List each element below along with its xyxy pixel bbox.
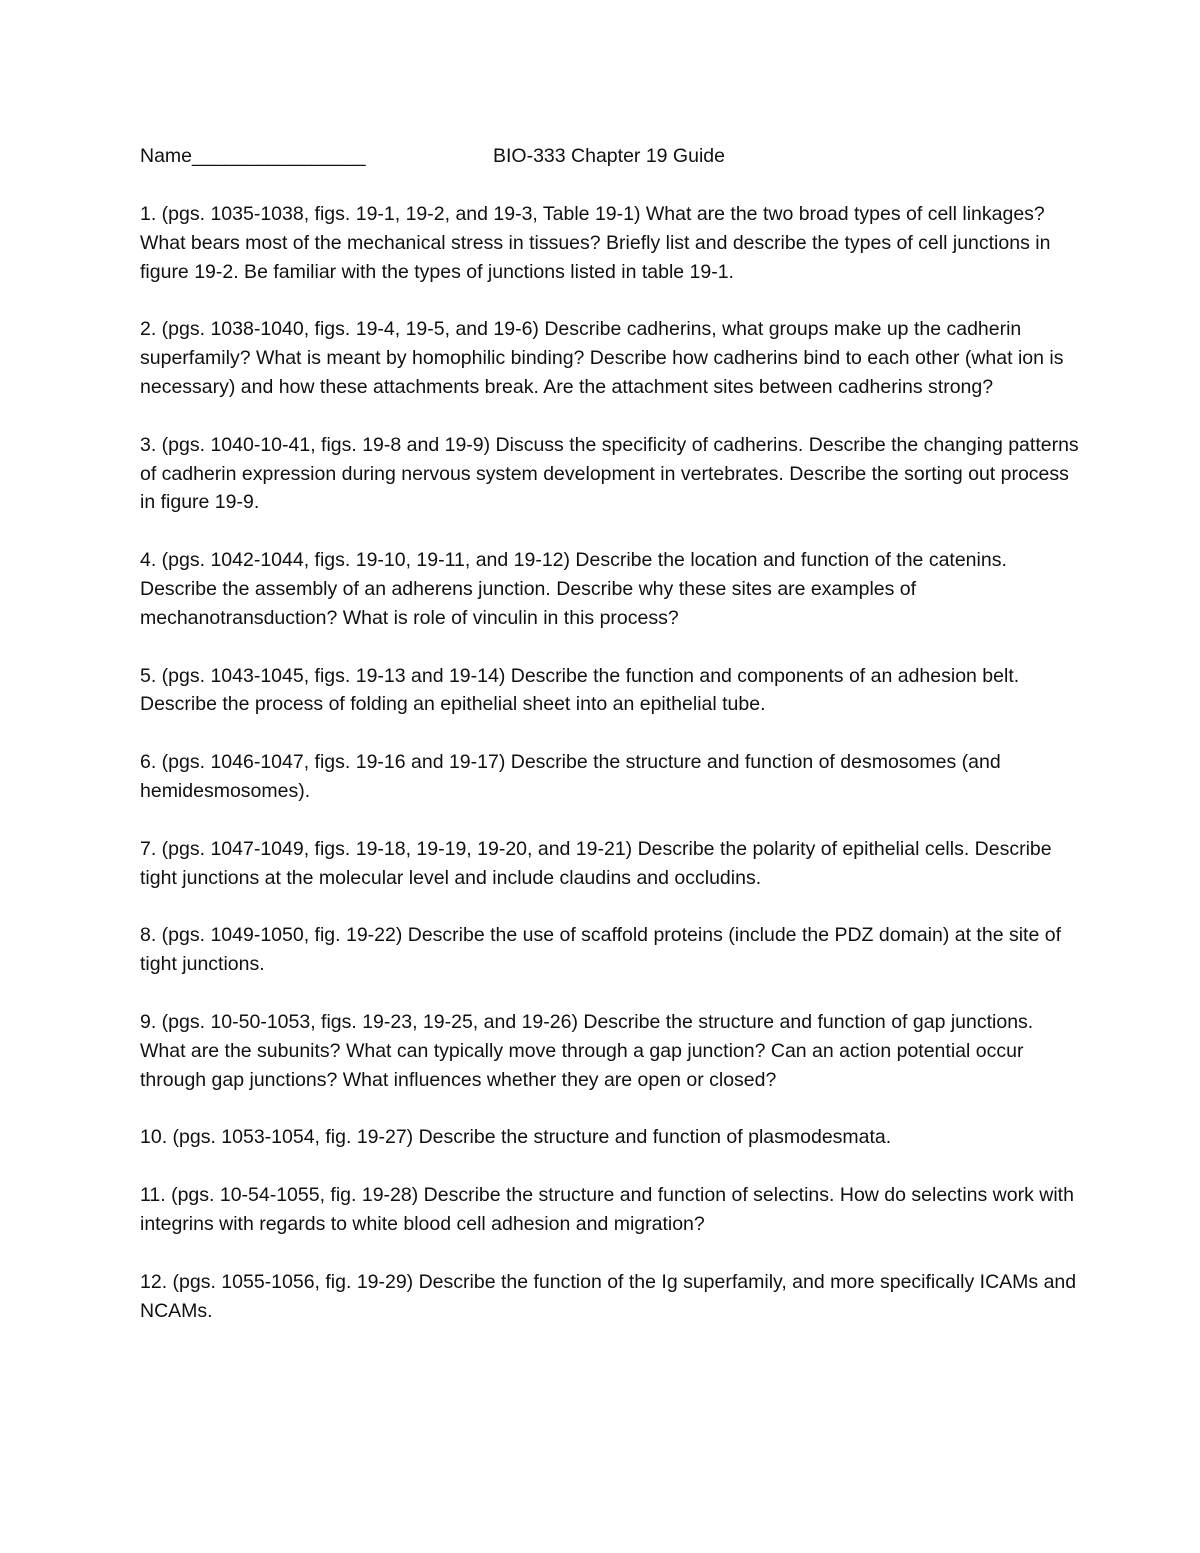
question-9: 9. (pgs. 10-50-1053, figs. 19-23, 19-25, and 19-26) Describe the structure and function of gap junctions. What are the subunits? What can typically move through a gap junction? Can an action potential occur through gap junctions? What influences whether they are open or closed? bbox=[140, 1010, 1034, 1091]
question-11: 11. (pgs. 10-54-1055, fig. 19-28) Describe the structure and function of selectins. How do selectins work with integrins with regards to white blood cell adhesion and migration? bbox=[140, 1184, 1074, 1235]
question-12: 12. (pgs. 1055-1056, fig. 19-29) Describe the function of the Ig superfamily, and more specifically ICAMs and NCAMs. bbox=[140, 1270, 1077, 1322]
question-8: 8. (pgs. 1049-1050, fig. 19-22) Describe the use of scaffold proteins (include the PDZ domain) at the site of tight junctions. bbox=[140, 924, 1061, 976]
question-1: 1. (pgs. 1035-1038, figs. 19-1, 19-2, and 19-3, Table 19-1) What are the two broad types of cell linkages? What bears most of the mechanical stress in tissues? Briefly list and describe the types of cell junctions in figure 19-2. Be familiar with the types of junctions listed in table 19-1. bbox=[140, 203, 1051, 283]
question-list bbox=[140, 200, 1080, 1354]
question-6: 6. (pgs. 1046-1047, figs. 19-16 and 19-17) Describe the structure and function of desmosomes (and hemidesmosomes). bbox=[140, 751, 1001, 802]
name-field: Name________________ bbox=[140, 145, 366, 167]
question-3: 3. (pgs. 1040-10-41, figs. 19-8 and 19-9) Discuss the specificity of cadherins. Describe the changing patterns of cadherin expression during nervous system development in vertebrates. Describe the sorting out process in figure 19-9. bbox=[140, 433, 1079, 514]
question-4: 4. (pgs. 1042-1044, figs. 19-10, 19-11, and 19-12) Describe the location and function of the catenins. Describe the assembly of an adherens junction. Describe why these sites are examples of mechanotransduction? What is role of vinculin in this process? bbox=[140, 549, 1007, 629]
question-10: 10. (pgs. 1053-1054, fig. 19-27) Describe the structure and function of plasmodesmata. bbox=[140, 1126, 892, 1149]
document-title: BIO-333 Chapter 19 Guide bbox=[493, 145, 725, 167]
question-7: 7. (pgs. 1047-1049, figs. 19-18, 19-19, 19-20, and 19-21) Describe the polarity of epithelial cells. Describe tight junctions at the molecular level and include claudins and occludins. bbox=[140, 837, 1052, 889]
header-line bbox=[140, 142, 1060, 172]
question-2: 2. (pgs. 1038-1040, figs. 19-4, 19-5, and 19-6) Describe cadherins, what groups make up the cadherin superfamily? What is meant by homophilic binding? Describe how cadherins bind to each other (what ion is necessary) and how these attachments break. Are the attachment sites between cadherins strong? bbox=[140, 318, 1064, 398]
question-5: 5. (pgs. 1043-1045, figs. 19-13 and 19-14) Describe the function and components of an adhesion belt. Describe the process of folding an epithelial sheet into an epithelial tube. bbox=[140, 664, 1020, 716]
